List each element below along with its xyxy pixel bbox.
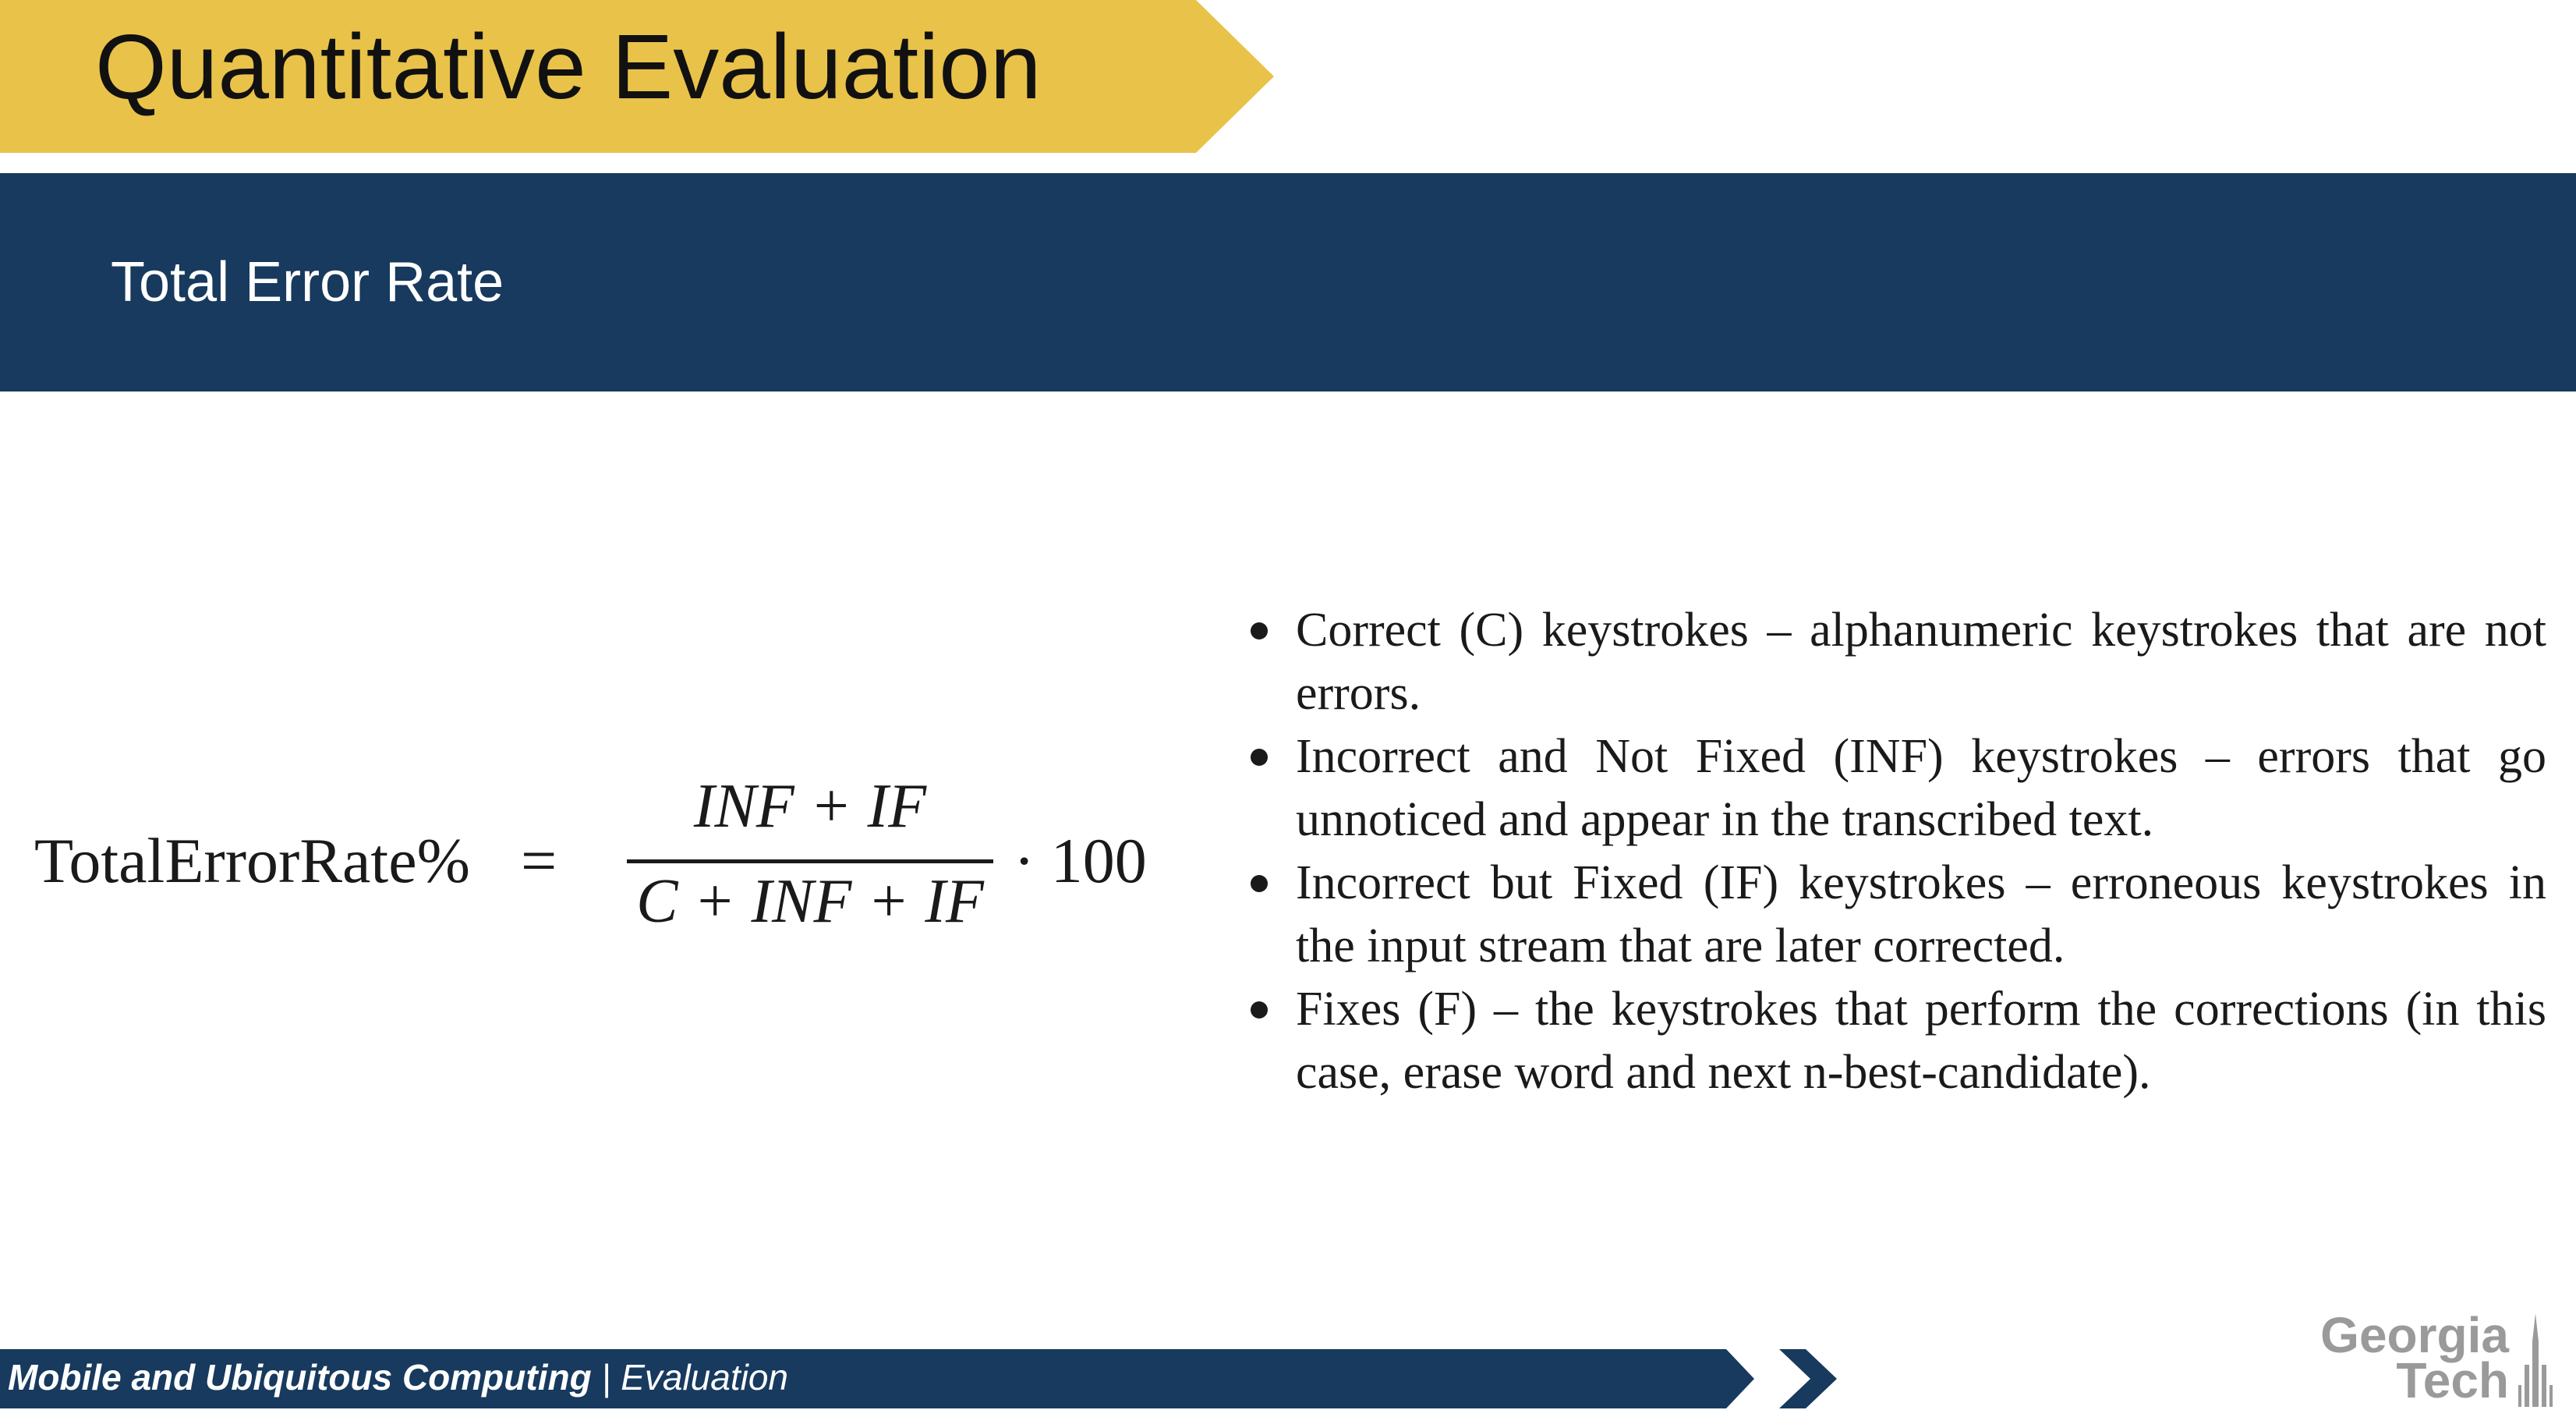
chevron-right-icon: [1779, 1349, 1837, 1408]
georgia-tech-logo: [2261, 1307, 2557, 1410]
list-item: [1244, 599, 2546, 725]
list-item: [1244, 725, 2546, 852]
bullet-text: Incorrect but Fixed (IF) keystrokes – erroneous keystrokes in the input stream that are later corrected.: [1296, 856, 2546, 972]
logo-line-2: Tech: [2396, 1352, 2509, 1408]
tech-tower-icon: [2514, 1310, 2557, 1410]
formula-multiplier: · 100: [1014, 825, 1147, 896]
formula-equals: =: [521, 825, 557, 896]
bullet-icon: [1251, 749, 1268, 766]
bullet-icon: [1251, 622, 1268, 639]
bullet-text: Correct (C) keystrokes – alphanumeric keystrokes that are not errors.: [1296, 604, 2546, 720]
bullet-icon: [1251, 1001, 1268, 1019]
formula-denominator: C + INF + IF: [636, 867, 984, 936]
definition-list: [1244, 599, 2546, 1104]
list-item: [1244, 978, 2546, 1104]
slide-subtitle: Total Error Rate: [111, 251, 504, 314]
formula-lhs: TotalErrorRate%: [34, 825, 470, 896]
footer-label: [8, 1354, 788, 1401]
total-error-rate-formula: [34, 769, 1147, 964]
bullet-text: Incorrect and Not Fixed (INF) keystrokes – errors that go unnoticed and appear in the transcribed text.: [1296, 730, 2546, 846]
footer-section: Evaluation: [621, 1357, 789, 1398]
fraction-bar: [627, 859, 993, 863]
bullet-icon: [1251, 875, 1268, 892]
formula-numerator: INF + IF: [693, 772, 927, 841]
list-item: [1244, 852, 2546, 978]
footer-course: Mobile and Ubiquitous Computing: [8, 1357, 592, 1398]
footer-separator: |: [591, 1357, 621, 1398]
bullet-text: Fixes (F) – the keystrokes that perform the corrections (in this case, erase word and next n-best-candidate).: [1296, 983, 2546, 1099]
logo-line-1: Georgia: [2320, 1307, 2509, 1363]
slide-title: Quantitative Evaluation: [95, 16, 1042, 119]
